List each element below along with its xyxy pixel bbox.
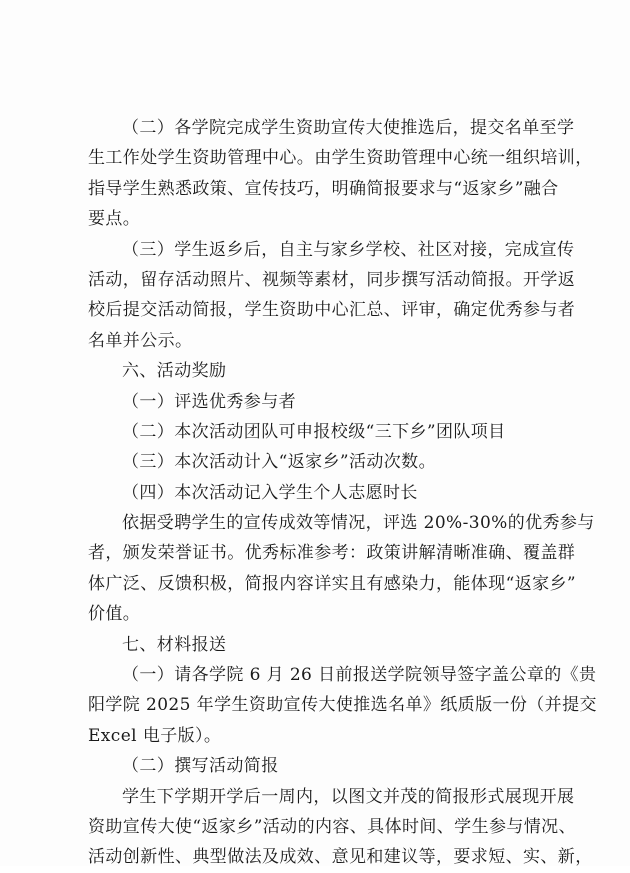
text-line: （三）本次活动计入“返家乡”活动次数。	[122, 452, 436, 473]
text-line: （二）撰写活动简报	[122, 756, 279, 777]
text-line: 学生下学期开学后一周内，以图文并茂的简报形式展现开展	[122, 786, 575, 807]
text-line: 阳学院 2025 年学生资助宣传大使推选名单》纸质版一份（并提交	[88, 695, 597, 716]
text-line: 资助宣传大使“返家乡”活动的内容、具体时间、学生参与情况、	[88, 816, 576, 837]
text-line: （二）本次活动团队可申报校级“三下乡”团队项目	[122, 421, 506, 442]
text-line: 活动，留存活动照片、视频等素材，同步撰写活动简报。开学返	[88, 269, 576, 290]
text-line: 者，颁发荣誉证书。优秀标准参考：政策讲解清晰准确、覆盖群	[88, 543, 576, 564]
text-line: （三）学生返乡后，自主与家乡学校、社区对接，完成宣传	[122, 239, 575, 260]
text-line: 体广泛、反馈积极，简报内容详实且有感染力，能体现“返家乡”	[88, 573, 576, 594]
text-line: （二）各学院完成学生资助宣传大使推选后，提交名单至学	[122, 118, 575, 138]
text-line: （一）请各学院 6 月 26 日前报送学院领导签字盖公章的《贵	[122, 665, 597, 686]
text-line: 六、活动奖励	[122, 361, 227, 382]
text-line: 依据受聘学生的宣传成效等情况，评选 20%-30%的优秀参与	[122, 513, 595, 534]
text-line: 七、材料报送	[122, 634, 227, 655]
text-line: （四）本次活动记入学生个人志愿时长	[122, 482, 418, 503]
text-line: 生工作处学生资助管理中心。由学生资助管理中心统一组织培训，	[88, 148, 593, 169]
text-line: 校后提交活动简报，学生资助中心汇总、评审，确定优秀参与者	[88, 300, 576, 321]
text-line: 指导学生熟悉政策、宣传技巧，明确简报要求与“返家乡”融合	[88, 178, 559, 199]
text-line: （一）评选优秀参与者	[122, 391, 296, 412]
text-line: 名单并公示。	[88, 330, 193, 351]
text-line: 要点。	[88, 209, 141, 230]
document-body	[88, 113, 597, 873]
text-line: Excel 电子版）。	[88, 725, 222, 746]
text-line: 价值。	[88, 604, 141, 625]
text-line: 活动创新性、典型做法及成效、意见和建议等，要求短、实、新，	[88, 847, 593, 868]
